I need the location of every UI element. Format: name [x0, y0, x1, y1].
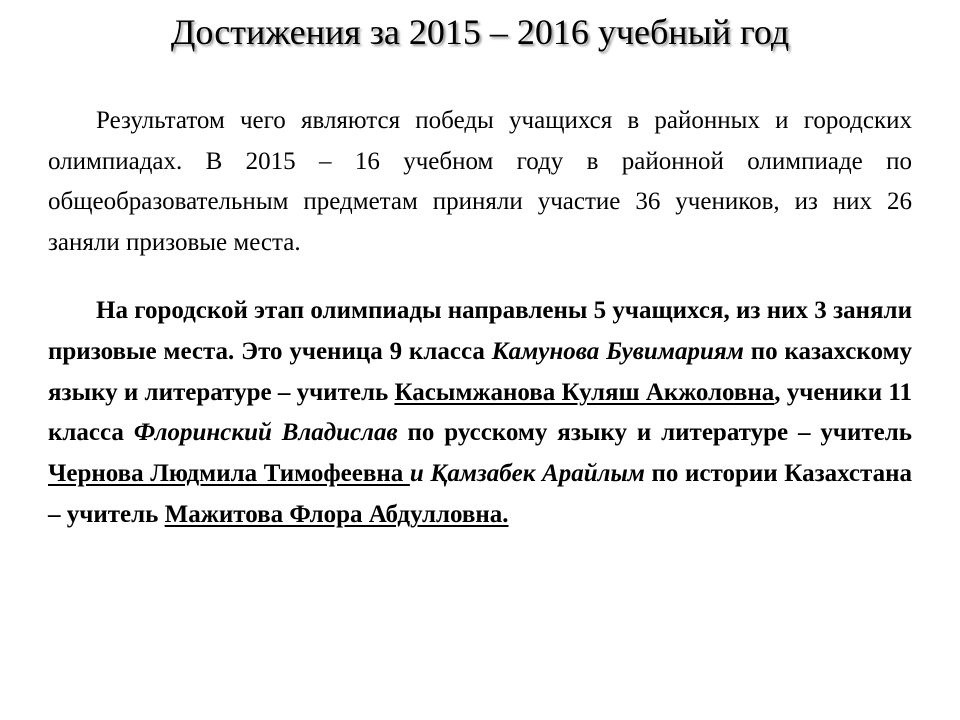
slide-title: Достижения за 2015 – 2016 учебный год [170, 12, 790, 52]
student-name-kamzabek: Қамзабек Арайлым [430, 460, 645, 488]
city-olympiad-intro: На городской этап олимпиады направлены 5 учащихся, из них 3 заняли призовые места. Это ученица 9 класса [48, 297, 912, 365]
paragraph-city-olympiad [48, 291, 912, 536]
subject-history: по истории Казахстана – учитель [48, 460, 912, 528]
subject-russian: по русскому языку и литературе – учитель [397, 419, 912, 447]
student-name-florinsky: Флоринский Владислав [133, 419, 398, 447]
teacher-name-chernova: Чернова Людмила Тимофеевна [48, 460, 410, 488]
students-grade-11: , ученики 11 класса [48, 378, 912, 447]
subject-kazakh: по казахскому языку и литературе – учитель [48, 337, 912, 406]
student-name-kamunova: Камунова Бувимариям [491, 337, 744, 365]
teacher-name-mazhitova: Мажитова Флора Абдулловна. [164, 500, 509, 528]
conjunction-and: и [409, 460, 424, 488]
teacher-name-kasymzhanova: Касымжанова Куляш Акжоловна [394, 378, 775, 406]
paragraph-olympiad-results: Результатом чего являются победы учащихся в районных и городских олимпиадах. В 2015 – 16 учебном году в районной олимпиаде по общеобразовательным предметам приняли участие 36 учеников, из них 26 заняли призовые места. [48, 107, 912, 256]
